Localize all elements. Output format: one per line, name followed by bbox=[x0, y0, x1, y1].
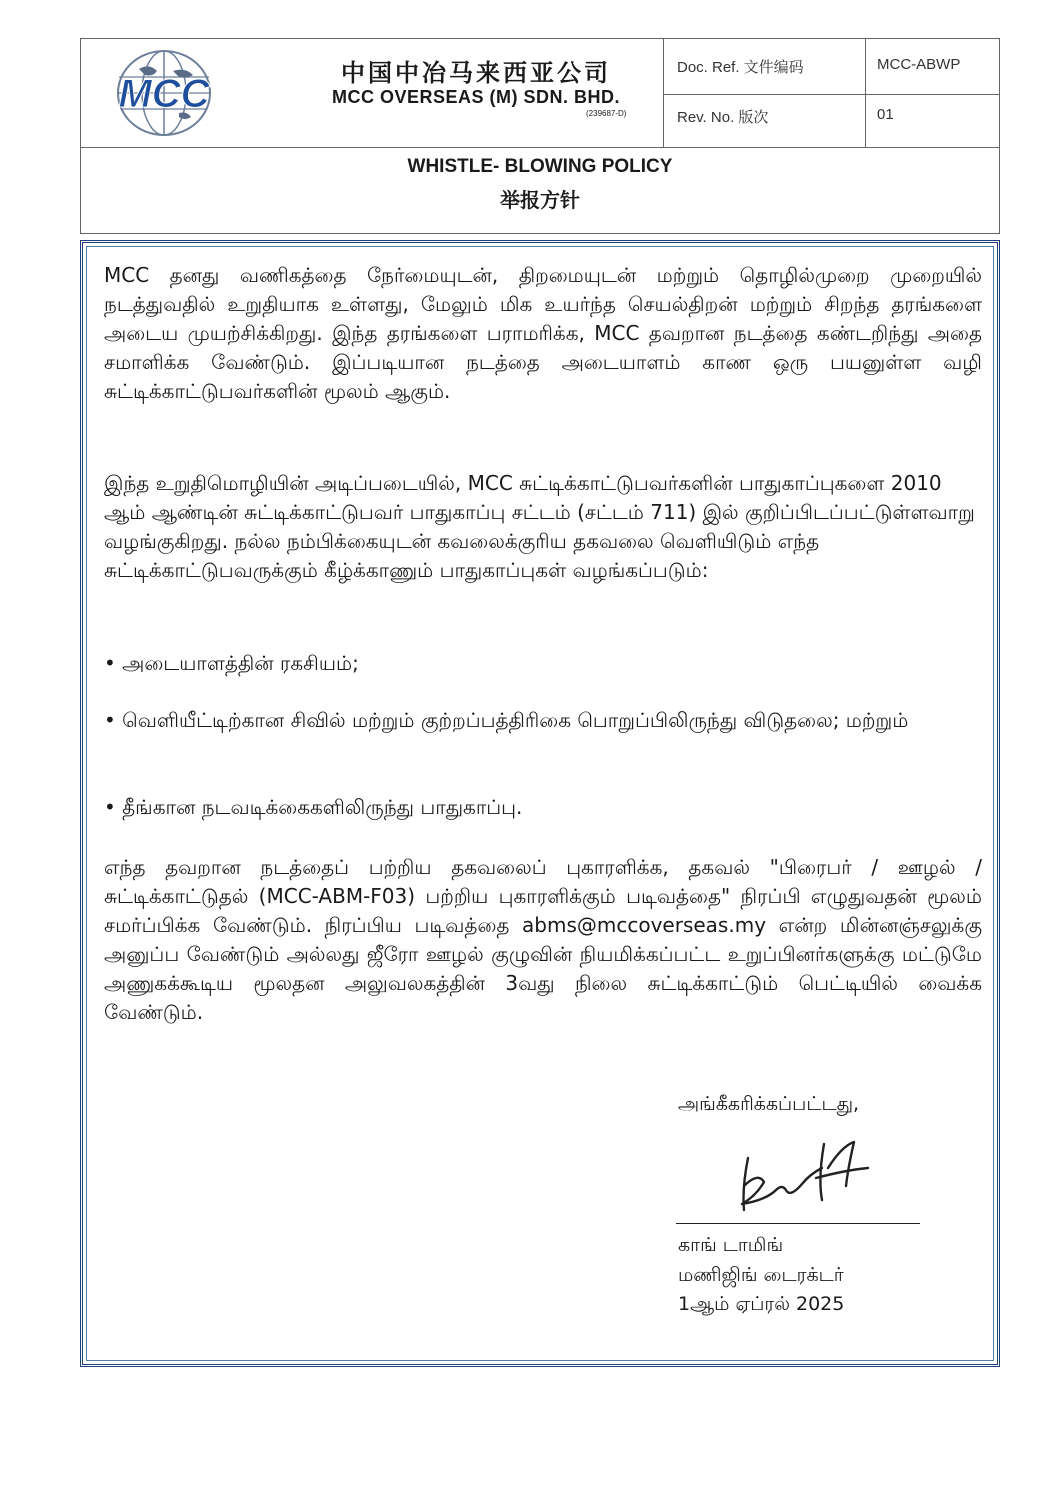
paragraph-reporting: எந்த தவறான நடத்தைப் பற்றிய தகவலைப் புகாரளிக்க, தகவல் "பிரைபர் / ஊழல் / சுட்டிக்காட்டுதல் (MCC-ABM-F03) பற்றிய புகாரளிக்கும் படிவத்தை" நிரப்பி எழுதுவதன் மூலம் சமர்ப்பிக்க வேண்டும். நிரப்பிய படிவத்தை abms@mccoverseas.my என்ற மின்னஞ்சலுக்கு அனுப்ப வேண்டும் அல்லது ஜீரோ ஊழல் குழுவின் நியமிக்கப்பட்ட உறுப்பினர்களுக்கு மட்டுமே அணுகக்கூடிய மூலதன அலுவலகத்தின் 3வது நிலை சுட்டிக்காட்டும் பெட்டியில் வைக்க வேண்டும். bbox=[104, 855, 982, 1024]
policy-title-cn: 举报方针 bbox=[500, 188, 580, 212]
signatory-name: காங் டாமிங் bbox=[678, 1234, 784, 1256]
paragraph-commitment: MCC தனது வணிகத்தை நேர்மையுடன், திறமையுடன் மற்றும் தொழில்முறை முறையில் நடத்துவதில் உறுதியாக உள்ளது, மேலும் மிக உயர்ந்த செயல்திறன் மற்றும் சிறந்த தரங்களை அடைய முயற்சிக்கிறது. இந்த தரங்களை பராமரிக்க, MCC தவறான நடத்தை கண்டறிந்து அதை சமாளிக்க வேண்டும். இப்படியான நடத்தை அடையாளம் காண ஒரு பயனுள்ள வழி சுட்டிக்காட்டுபவர்களின் மூலம் ஆகும். bbox=[104, 263, 982, 403]
policy-title-en: WHISTLE- BLOWING POLICY bbox=[407, 156, 673, 177]
policy-title-block bbox=[80, 148, 1000, 234]
approved-label: அங்கீகரிக்கப்பட்டது, bbox=[678, 1093, 860, 1115]
doc-ref-label: Doc. Ref. 文件编码 bbox=[677, 59, 804, 76]
bullet-protection: • தீங்கான நடவடிக்கைகளிலிருந்து பாதுகாப்பு. bbox=[104, 795, 523, 819]
company-name-cn: 中国中冶马来西亚公司 bbox=[341, 58, 611, 87]
logo-text: MCC bbox=[118, 72, 210, 116]
handwritten-signature bbox=[720, 1138, 900, 1218]
paragraph-protections: இந்த உறுதிமொழியின் அடிப்படையில், MCC சுட்டிக்காட்டுபவர்களின் பாதுகாப்புகளை 2010 ஆம் ஆண்டின் சுட்டிக்காட்டுபவர் பாதுகாப்பு சட்டம் (சட்டம் 711) இல் குறிப்பிடப்பட்டுள்ளவாறு வழங்குகிறது. நல்ல நம்பிக்கையுடன் கவலைக்குரிய தகவலை வெளியிடும் எந்த சுட்டிக்காட்டுபவருக்கும் கீழ்க்காணும் பாதுகாப்புகள் வழங்கப்படும்: bbox=[104, 471, 975, 582]
signatory-position: மணிஜிங் டைரக்டர் bbox=[678, 1264, 844, 1286]
bullet-confidentiality: • அடையாளத்தின் ரகசியம்; bbox=[104, 651, 359, 675]
document-header bbox=[80, 38, 1000, 148]
company-logo bbox=[99, 47, 229, 139]
doc-ref-value: MCC-ABWP bbox=[877, 56, 961, 73]
rev-no-label: Rev. No. 版次 bbox=[677, 109, 769, 126]
company-registration: (239687-D) bbox=[586, 109, 627, 118]
signature-line bbox=[676, 1223, 920, 1224]
rev-no-value: 01 bbox=[877, 106, 894, 123]
meta-divider bbox=[663, 94, 999, 95]
signature-date: 1ஆம் ஏப்ரல் 2025 bbox=[678, 1293, 845, 1315]
company-name-en: MCC OVERSEAS (M) SDN. BHD. bbox=[331, 87, 620, 107]
bullet-immunity: • வெளியீட்டிற்கான சிவில் மற்றும் குற்றப்பத்திரிகை பொறுப்பிலிருந்து விடுதலை; மற்றும் bbox=[104, 708, 909, 732]
